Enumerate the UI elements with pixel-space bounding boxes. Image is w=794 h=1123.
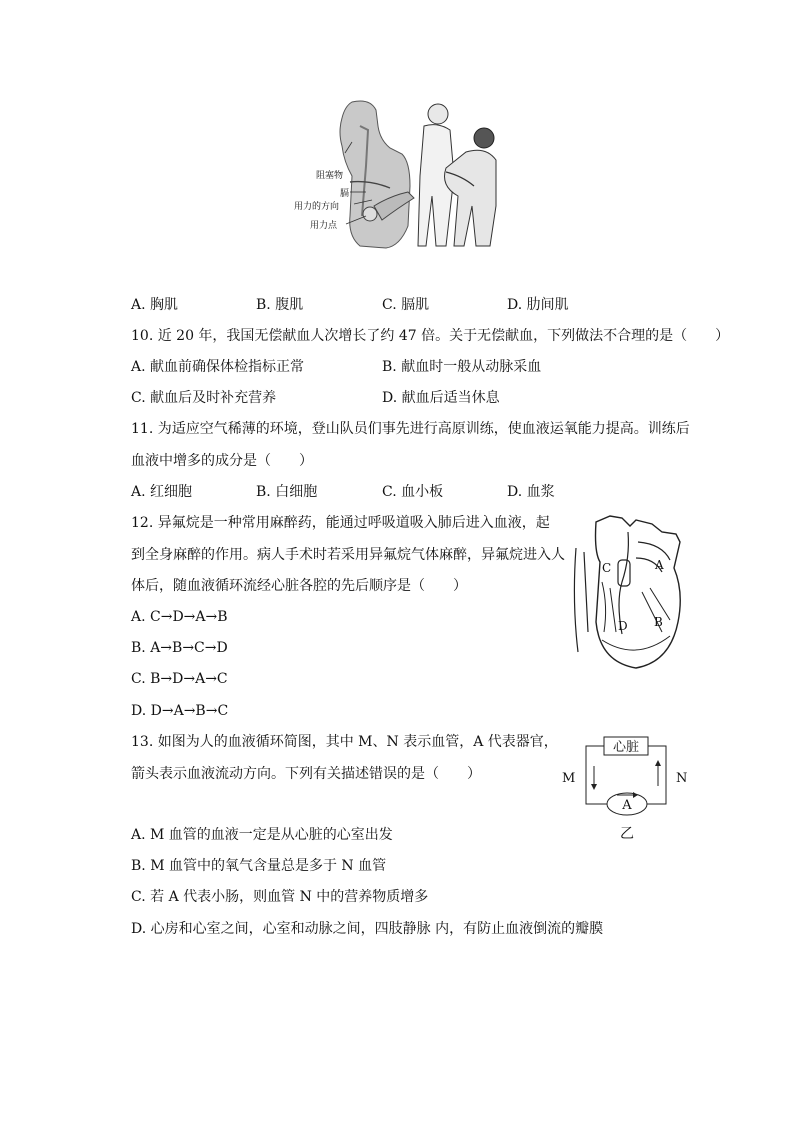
q10-option-b[interactable]: B. 献血时一般从动脉采血: [382, 359, 542, 375]
q13-option-c[interactable]: C. 若 A 代表小肠，则血管 N 中的营养物质增多: [131, 889, 429, 905]
q11-stem-line1: 11. 为适应空气稀薄的环境，登山队员们事先进行高原训练，使血液运氧能力提高。训练后: [131, 421, 690, 437]
vessel-m-label: M: [562, 771, 576, 786]
diagram-caption: 乙: [620, 826, 634, 842]
q11-stem-line2: 血液中增多的成分是（ ）: [131, 453, 313, 469]
q13-stem-line2: 箭头表示血液流动方向。下列有关描述错误的是（ ）: [131, 766, 481, 782]
q11-option-a[interactable]: A. 红细胞: [131, 484, 193, 500]
circulation-diagram-svg: [556, 734, 696, 844]
heart-diagram: [566, 512, 691, 670]
label-force-direction: 用力的方向: [294, 202, 340, 212]
q10-option-d[interactable]: D. 献血后适当休息: [382, 390, 500, 406]
q12-option-a[interactable]: A. C→D→A→B: [131, 609, 228, 625]
vessel-n-label: N: [676, 771, 688, 786]
heart-label-a: A: [655, 558, 664, 572]
q12-option-b[interactable]: B. A→B→C→D: [131, 640, 228, 656]
q11-option-c[interactable]: C. 血小板: [382, 484, 444, 500]
q11-option-d[interactable]: D. 血浆: [507, 484, 555, 500]
q12-stem-line1: 12. 异氟烷是一种常用麻醉药，能通过呼吸道吸入肺后进入血液，起: [131, 515, 550, 531]
q13-option-a[interactable]: A. M 血管的血液一定是从心脏的心室出发: [131, 827, 393, 843]
q11-option-b[interactable]: B. 白细胞: [256, 484, 318, 500]
heart-label-c: C: [602, 561, 612, 575]
q9-option-a[interactable]: A. 胸肌: [131, 297, 179, 313]
label-force-point: 用力点: [310, 221, 338, 231]
heart-figure: [566, 512, 691, 670]
q9-option-b[interactable]: B. 腹肌: [256, 297, 304, 313]
q10-option-c[interactable]: C. 献血后及时补充营养: [131, 390, 277, 406]
organ-label: A: [622, 798, 632, 813]
heart-label-b: B: [654, 615, 663, 629]
heimlich-figure: [290, 96, 500, 256]
label-diaphragm: 膈: [340, 189, 350, 199]
q12-stem-line2: 到全身麻醉的作用。病人手术时若采用异氟烷气体麻醉，异氟烷进入人: [131, 547, 565, 563]
q13-option-b[interactable]: B. M 血管中的氧气含量总是多于 N 血管: [131, 858, 387, 874]
q9-option-c[interactable]: C. 膈肌: [382, 297, 430, 313]
q12-option-d[interactable]: D. D→A→B→C: [131, 703, 229, 719]
q10-option-a[interactable]: A. 献血前确保体检指标正常: [131, 359, 305, 375]
heart-box-label: 心脏: [612, 740, 640, 755]
q9-option-d[interactable]: D. 肋间肌: [507, 297, 569, 313]
q10-stem: 10. 近 20 年，我国无偿献血人次增长了约 47 倍。关于无偿献血，下列做法不合理的是（ ）: [131, 328, 730, 344]
label-obstruction: 阻塞物: [316, 171, 344, 181]
q12-stem-line3: 体后，随血液循环流经心脏各腔的先后顺序是（ ）: [131, 578, 467, 594]
heart-label-d: D: [618, 619, 628, 633]
q12-option-c[interactable]: C. B→D→A→C: [131, 671, 228, 687]
q13-option-d[interactable]: D. 心房和心室之间，心室和动脉之间，四肢静脉 内，有防止血液倒流的瓣膜: [131, 921, 604, 937]
q13-stem-line1: 13. 如图为人的血液循环简图，其中 M、N 表示血管，A 代表器官，: [131, 734, 558, 750]
circulation-diagram: [556, 734, 696, 844]
